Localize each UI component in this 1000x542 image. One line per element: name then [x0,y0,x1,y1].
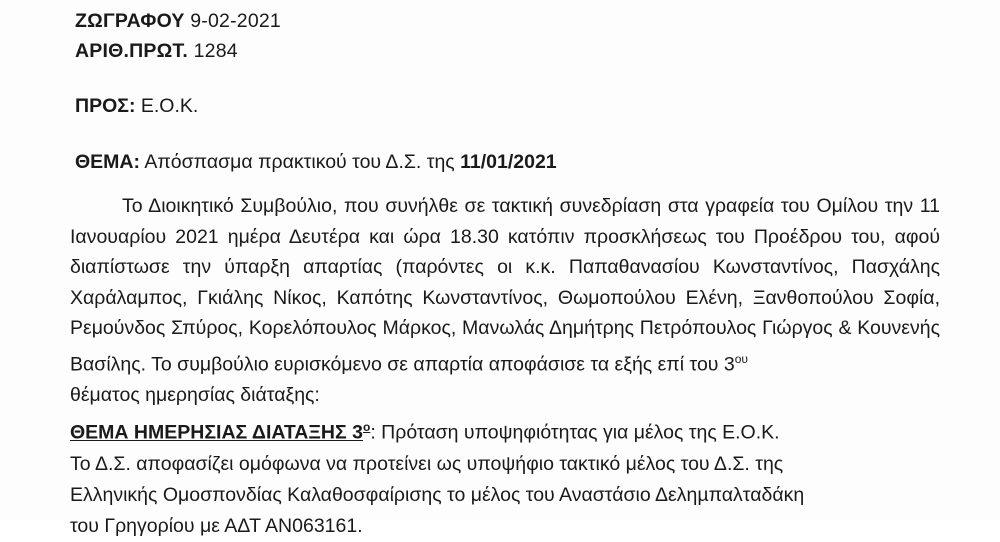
document-header [0,0,1000,66]
subject-label: ΘΕΜΑ: [75,151,140,173]
agenda-topic-superscript: ο [362,420,371,434]
ordinal-superscript: ου [734,351,748,366]
recipient-label: ΠΡΟΣ: [75,95,136,117]
protocol-line [75,36,1000,66]
decision-line-2: Ελληνικής Ομοσπονδίας Καλαθοσφαίρισης το μέλος του Αναστάσιο Δεληµπαλταδάκη [70,483,805,506]
subject-date: 11/01/2021 [460,151,557,173]
decision-line-3: του Γρηγορίου με ΑΔΤ ΑΝ063161. [70,514,363,537]
agenda-topic-label: ΘΕΜΑ ΗΜΕΡΗΣΙΑΣ ΔΙΑΤΑΞΗΣ 3 [70,421,363,444]
subject-line [0,119,1000,175]
agenda-topic-line [0,410,1000,449]
subject-text: Απόσπασμα πρακτικού του Δ.Σ. της [144,151,455,173]
place-date-value: 9-02-2021 [190,10,281,32]
place-date-line [75,6,1000,36]
agenda-topic-colon: : [370,421,376,444]
decision-line-1: Το Δ.Σ. αποφασίζει ομόφωνα να προτείνει ως υποψήφιο τακτικό μέλος του Δ.Σ. της [70,452,784,475]
protocol-value: 1284 [193,40,238,62]
agenda-topic-text: Πρόταση υποψηφιότητας για μέλος της Ε.Ο.Κ. [381,421,780,444]
main-paragraph [0,175,1000,380]
protocol-label: ΑΡΙΘ.ΠΡΩΤ. [75,40,189,62]
paragraph-tail: θέματος ημερησίας διάταξης: [70,383,320,406]
recipient-value: Ε.Ο.Κ. [140,95,199,117]
place-label: ΖΩΓΡΑΦΟΥ [75,10,185,32]
paragraph-text: Το Διοικητικό Συμβούλιο, που συνήλθε σε τακτική συνεδρίαση στα γραφεία του Ομίλου την 11 Ιανουαρίου 2021 ημέρα Δευτέρα και ώρα 18.30 κατόπιν προσκλήσεως του Προέδρου του, αφού διαπίστωσε την ύπαρξη απαρτίας (παρόντες οι κ.κ. Παπαθανασίου Κωνσταντίνος, Πασχάλης Χαράλαμπος, Γκιάλης Νίκος, Καπότης Κωνσταντίνος, Θωμοπούλου Ελένη, Ξανθοπούλου Σοφία, Ρεμούνδος Σπύρος, Κορελόπουλος Μάρκος, Μανωλάς Δημήτρης Πετρόπουλος Γιώργος & Κουνενής Βασίλης. Το συμβούλιο ευρισκόμενο σε απαρτία αποφάσισε τα εξής επί του 3 [70,195,940,375]
recipient-line [0,66,1000,119]
